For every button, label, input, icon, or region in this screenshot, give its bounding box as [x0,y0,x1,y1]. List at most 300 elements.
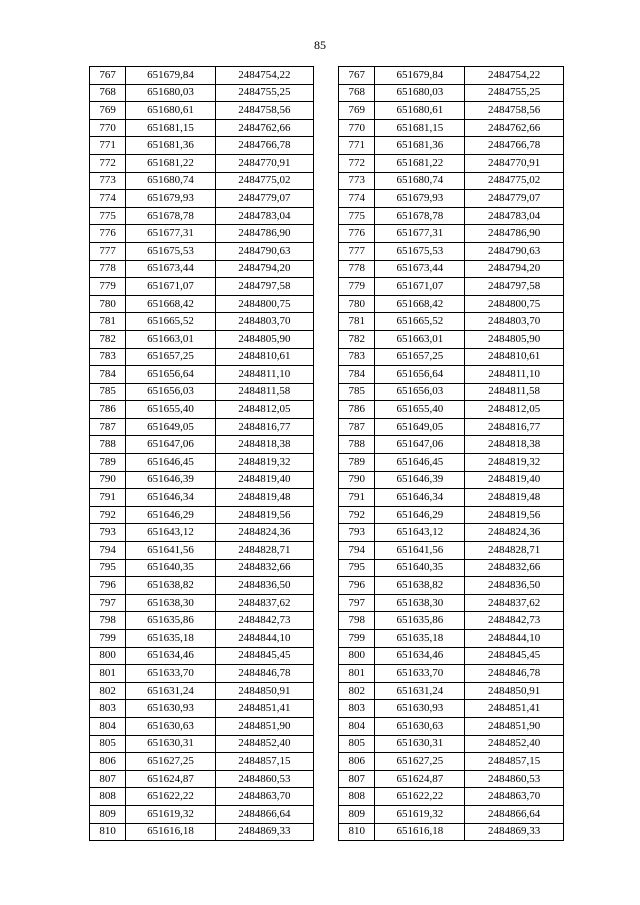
y-coordinate-cell: 2484844,10 [465,630,564,648]
x-coordinate-cell: 651671,07 [375,278,465,296]
y-coordinate-cell: 2484863,70 [465,788,564,806]
x-coordinate-cell: 651681,15 [126,119,215,137]
x-coordinate-cell: 651646,45 [375,454,465,472]
table-row [339,366,564,384]
y-coordinate-cell: 2484783,04 [465,207,564,225]
table-row [90,295,314,313]
point-number-cell: 792 [90,506,126,524]
y-coordinate-cell: 2484762,66 [215,119,313,137]
table-row [90,542,314,560]
x-coordinate-cell: 651665,52 [126,313,215,331]
x-coordinate-cell: 651638,30 [375,594,465,612]
y-coordinate-cell: 2484819,48 [215,489,313,507]
y-coordinate-cell: 2484842,73 [465,612,564,630]
y-coordinate-cell: 2484803,70 [465,313,564,331]
x-coordinate-cell: 651634,46 [126,647,215,665]
x-coordinate-cell: 651663,01 [375,330,465,348]
x-coordinate-cell: 651655,40 [126,401,215,419]
x-coordinate-cell: 651681,22 [375,154,465,172]
x-coordinate-cell: 651633,70 [375,665,465,683]
table-row [90,330,314,348]
table-row [339,190,564,208]
y-coordinate-cell: 2484850,91 [215,682,313,700]
y-coordinate-cell: 2484790,63 [215,242,313,260]
x-coordinate-cell: 651678,78 [375,207,465,225]
x-coordinate-cell: 651641,56 [375,542,465,560]
table-row [339,119,564,137]
table-row [90,119,314,137]
point-number-cell: 795 [90,559,126,577]
table-row [90,630,314,648]
x-coordinate-cell: 651630,63 [126,717,215,735]
y-coordinate-cell: 2484766,78 [215,137,313,155]
table-row [90,788,314,806]
y-coordinate-cell: 2484755,25 [215,84,313,102]
table-row [339,506,564,524]
x-coordinate-cell: 651675,53 [375,242,465,260]
y-coordinate-cell: 2484786,90 [215,225,313,243]
table-row [339,436,564,454]
table-row [90,805,314,823]
point-number-cell: 780 [339,295,375,313]
y-coordinate-cell: 2484836,50 [215,577,313,595]
x-coordinate-cell: 651668,42 [375,295,465,313]
y-coordinate-cell: 2484775,02 [215,172,313,190]
x-coordinate-cell: 651641,56 [126,542,215,560]
point-number-cell: 776 [339,225,375,243]
y-coordinate-cell: 2484818,38 [465,436,564,454]
table-row [90,225,314,243]
table-row [339,805,564,823]
y-coordinate-cell: 2484836,50 [465,577,564,595]
table-row [90,366,314,384]
table-row [339,700,564,718]
table-row [90,823,314,841]
x-coordinate-cell: 651643,12 [375,524,465,542]
point-number-cell: 789 [90,454,126,472]
table-row [90,401,314,419]
point-number-cell: 802 [90,682,126,700]
point-number-cell: 781 [90,313,126,331]
point-number-cell: 790 [339,471,375,489]
table-row [90,154,314,172]
table-row [339,753,564,771]
point-number-cell: 791 [339,489,375,507]
y-coordinate-cell: 2484758,56 [215,102,313,120]
point-number-cell: 774 [90,190,126,208]
point-number-cell: 796 [339,577,375,595]
y-coordinate-cell: 2484857,15 [465,753,564,771]
x-coordinate-cell: 651640,35 [375,559,465,577]
table-row [339,577,564,595]
y-coordinate-cell: 2484811,58 [465,383,564,401]
point-number-cell: 799 [339,630,375,648]
table-row [90,102,314,120]
y-coordinate-cell: 2484852,40 [465,735,564,753]
point-number-cell: 804 [90,717,126,735]
table-row [339,612,564,630]
x-coordinate-cell: 651668,42 [126,295,215,313]
y-coordinate-cell: 2484754,22 [215,67,313,85]
x-coordinate-cell: 651622,22 [126,788,215,806]
table-row [339,788,564,806]
point-number-cell: 810 [339,823,375,841]
y-coordinate-cell: 2484800,75 [465,295,564,313]
y-coordinate-cell: 2484851,41 [465,700,564,718]
table-row [90,454,314,472]
x-coordinate-cell: 651631,24 [126,682,215,700]
y-coordinate-cell: 2484866,64 [215,805,313,823]
y-coordinate-cell: 2484824,36 [215,524,313,542]
point-number-cell: 807 [339,770,375,788]
y-coordinate-cell: 2484812,05 [465,401,564,419]
y-coordinate-cell: 2484866,64 [465,805,564,823]
point-number-cell: 793 [90,524,126,542]
x-coordinate-cell: 651646,45 [126,454,215,472]
point-number-cell: 800 [339,647,375,665]
point-number-cell: 803 [90,700,126,718]
table-row [339,154,564,172]
point-number-cell: 769 [90,102,126,120]
point-number-cell: 800 [90,647,126,665]
y-coordinate-cell: 2484800,75 [215,295,313,313]
point-number-cell: 770 [339,119,375,137]
table-row [339,102,564,120]
y-coordinate-cell: 2484783,04 [215,207,313,225]
y-coordinate-cell: 2484863,70 [215,788,313,806]
x-coordinate-cell: 651640,35 [126,559,215,577]
point-number-cell: 805 [90,735,126,753]
y-coordinate-cell: 2484819,48 [465,489,564,507]
point-number-cell: 783 [339,348,375,366]
x-coordinate-cell: 651679,84 [375,67,465,85]
x-coordinate-cell: 651681,36 [375,137,465,155]
point-number-cell: 767 [90,67,126,85]
point-number-cell: 803 [339,700,375,718]
table-row [339,418,564,436]
y-coordinate-cell: 2484851,90 [215,717,313,735]
table-row [339,225,564,243]
page-number: 85 [314,38,326,52]
point-number-cell: 774 [339,190,375,208]
x-coordinate-cell: 651635,18 [375,630,465,648]
y-coordinate-cell: 2484811,58 [215,383,313,401]
x-coordinate-cell: 651646,39 [126,471,215,489]
point-number-cell: 771 [339,137,375,155]
x-coordinate-cell: 651680,03 [126,84,215,102]
table-row [90,682,314,700]
x-coordinate-cell: 651680,74 [126,172,215,190]
y-coordinate-cell: 2484832,66 [215,559,313,577]
table-row [339,330,564,348]
point-number-cell: 768 [90,84,126,102]
point-number-cell: 786 [90,401,126,419]
point-number-cell: 802 [339,682,375,700]
x-coordinate-cell: 651679,93 [126,190,215,208]
x-coordinate-cell: 651677,31 [126,225,215,243]
x-coordinate-cell: 651646,39 [375,471,465,489]
y-coordinate-cell: 2484770,91 [465,154,564,172]
point-number-cell: 808 [90,788,126,806]
y-coordinate-cell: 2484779,07 [215,190,313,208]
table-row [339,454,564,472]
point-number-cell: 772 [90,154,126,172]
x-coordinate-cell: 651634,46 [375,647,465,665]
table-row [339,630,564,648]
point-number-cell: 767 [339,67,375,85]
x-coordinate-cell: 651656,03 [126,383,215,401]
y-coordinate-cell: 2484845,45 [215,647,313,665]
table-row [90,506,314,524]
point-number-cell: 794 [90,542,126,560]
table-row [339,717,564,735]
point-number-cell: 806 [90,753,126,771]
point-number-cell: 797 [90,594,126,612]
table-row [339,278,564,296]
y-coordinate-cell: 2484845,45 [465,647,564,665]
x-coordinate-cell: 651638,82 [126,577,215,595]
table-row [90,700,314,718]
point-number-cell: 809 [339,805,375,823]
table-row [339,735,564,753]
coordinates-table-left [89,66,314,841]
y-coordinate-cell: 2484850,91 [465,682,564,700]
x-coordinate-cell: 651627,25 [375,753,465,771]
x-coordinate-cell: 651656,64 [375,366,465,384]
x-coordinate-cell: 651681,22 [126,154,215,172]
y-coordinate-cell: 2484846,78 [465,665,564,683]
x-coordinate-cell: 651635,86 [375,612,465,630]
table-row [339,401,564,419]
table-row [90,260,314,278]
y-coordinate-cell: 2484758,56 [465,102,564,120]
table-row [90,383,314,401]
x-coordinate-cell: 651638,82 [375,577,465,595]
coordinates-table-right [338,66,564,841]
point-number-cell: 770 [90,119,126,137]
point-number-cell: 807 [90,770,126,788]
y-coordinate-cell: 2484816,77 [215,418,313,436]
table-row [90,137,314,155]
table-row [90,207,314,225]
table-row [339,542,564,560]
x-coordinate-cell: 651633,70 [126,665,215,683]
y-coordinate-cell: 2484852,40 [215,735,313,753]
point-number-cell: 784 [90,366,126,384]
point-number-cell: 787 [339,418,375,436]
table-row [339,524,564,542]
x-coordinate-cell: 651657,25 [375,348,465,366]
x-coordinate-cell: 651635,86 [126,612,215,630]
y-coordinate-cell: 2484832,66 [465,559,564,577]
table-row [90,577,314,595]
table-row [339,647,564,665]
y-coordinate-cell: 2484811,10 [465,366,564,384]
point-number-cell: 801 [90,665,126,683]
y-coordinate-cell: 2484819,56 [215,506,313,524]
table-row [339,471,564,489]
point-number-cell: 786 [339,401,375,419]
table-row [90,67,314,85]
point-number-cell: 801 [339,665,375,683]
y-coordinate-cell: 2484819,56 [465,506,564,524]
table-row [90,278,314,296]
table-row [90,717,314,735]
x-coordinate-cell: 651656,64 [126,366,215,384]
table-row [339,559,564,577]
x-coordinate-cell: 651635,18 [126,630,215,648]
x-coordinate-cell: 651630,31 [126,735,215,753]
y-coordinate-cell: 2484811,10 [215,366,313,384]
point-number-cell: 773 [90,172,126,190]
y-coordinate-cell: 2484762,66 [465,119,564,137]
point-number-cell: 798 [90,612,126,630]
y-coordinate-cell: 2484837,62 [465,594,564,612]
point-number-cell: 798 [339,612,375,630]
point-number-cell: 771 [90,137,126,155]
table-row [339,594,564,612]
point-number-cell: 791 [90,489,126,507]
point-number-cell: 773 [339,172,375,190]
point-number-cell: 779 [90,278,126,296]
point-number-cell: 794 [339,542,375,560]
table-row [90,524,314,542]
y-coordinate-cell: 2484754,22 [465,67,564,85]
x-coordinate-cell: 651649,05 [375,418,465,436]
x-coordinate-cell: 651679,84 [126,67,215,85]
y-coordinate-cell: 2484770,91 [215,154,313,172]
x-coordinate-cell: 651665,52 [375,313,465,331]
point-number-cell: 804 [339,717,375,735]
y-coordinate-cell: 2484851,90 [465,717,564,735]
table-row [90,471,314,489]
y-coordinate-cell: 2484766,78 [465,137,564,155]
x-coordinate-cell: 651616,18 [375,823,465,841]
point-number-cell: 799 [90,630,126,648]
table-row [90,489,314,507]
x-coordinate-cell: 651631,24 [375,682,465,700]
x-coordinate-cell: 651681,15 [375,119,465,137]
point-number-cell: 809 [90,805,126,823]
y-coordinate-cell: 2484779,07 [465,190,564,208]
table-row [90,418,314,436]
x-coordinate-cell: 651680,61 [126,102,215,120]
y-coordinate-cell: 2484816,77 [465,418,564,436]
point-number-cell: 796 [90,577,126,595]
table-row [90,313,314,331]
x-coordinate-cell: 651647,06 [126,436,215,454]
y-coordinate-cell: 2484869,33 [465,823,564,841]
x-coordinate-cell: 651630,93 [375,700,465,718]
table-row [90,612,314,630]
y-coordinate-cell: 2484819,40 [215,471,313,489]
x-coordinate-cell: 651646,34 [126,489,215,507]
point-number-cell: 784 [339,366,375,384]
point-number-cell: 768 [339,84,375,102]
x-coordinate-cell: 651619,32 [375,805,465,823]
y-coordinate-cell: 2484810,61 [215,348,313,366]
table-row [339,348,564,366]
table-row [90,190,314,208]
y-coordinate-cell: 2484794,20 [465,260,564,278]
x-coordinate-cell: 651624,87 [375,770,465,788]
point-number-cell: 808 [339,788,375,806]
table-row [339,137,564,155]
point-number-cell: 777 [90,242,126,260]
x-coordinate-cell: 651671,07 [126,278,215,296]
x-coordinate-cell: 651630,63 [375,717,465,735]
x-coordinate-cell: 651624,87 [126,770,215,788]
table-row [90,647,314,665]
y-coordinate-cell: 2484810,61 [465,348,564,366]
y-coordinate-cell: 2484828,71 [215,542,313,560]
point-number-cell: 785 [90,383,126,401]
table-row [339,207,564,225]
y-coordinate-cell: 2484794,20 [215,260,313,278]
point-number-cell: 769 [339,102,375,120]
y-coordinate-cell: 2484797,58 [465,278,564,296]
table-row [339,682,564,700]
x-coordinate-cell: 651622,22 [375,788,465,806]
point-number-cell: 789 [339,454,375,472]
point-number-cell: 780 [90,295,126,313]
y-coordinate-cell: 2484797,58 [215,278,313,296]
x-coordinate-cell: 651627,25 [126,753,215,771]
y-coordinate-cell: 2484803,70 [215,313,313,331]
table-row [90,735,314,753]
y-coordinate-cell: 2484844,10 [215,630,313,648]
x-coordinate-cell: 651646,29 [126,506,215,524]
table-row [339,84,564,102]
table-row [90,665,314,683]
y-coordinate-cell: 2484828,71 [465,542,564,560]
x-coordinate-cell: 651647,06 [375,436,465,454]
x-coordinate-cell: 651656,03 [375,383,465,401]
x-coordinate-cell: 651680,03 [375,84,465,102]
table-row [90,172,314,190]
point-number-cell: 782 [339,330,375,348]
point-number-cell: 792 [339,506,375,524]
table-row [90,594,314,612]
y-coordinate-cell: 2484819,32 [215,454,313,472]
y-coordinate-cell: 2484837,62 [215,594,313,612]
point-number-cell: 797 [339,594,375,612]
x-coordinate-cell: 651657,25 [126,348,215,366]
y-coordinate-cell: 2484860,53 [215,770,313,788]
x-coordinate-cell: 651616,18 [126,823,215,841]
x-coordinate-cell: 651638,30 [126,594,215,612]
x-coordinate-cell: 651673,44 [375,260,465,278]
y-coordinate-cell: 2484819,32 [465,454,564,472]
point-number-cell: 787 [90,418,126,436]
y-coordinate-cell: 2484869,33 [215,823,313,841]
x-coordinate-cell: 651646,34 [375,489,465,507]
x-coordinate-cell: 651630,93 [126,700,215,718]
x-coordinate-cell: 651680,61 [375,102,465,120]
point-number-cell: 790 [90,471,126,489]
table-row [90,348,314,366]
y-coordinate-cell: 2484860,53 [465,770,564,788]
x-coordinate-cell: 651679,93 [375,190,465,208]
table-row [90,770,314,788]
point-number-cell: 772 [339,154,375,172]
point-number-cell: 779 [339,278,375,296]
y-coordinate-cell: 2484805,90 [215,330,313,348]
x-coordinate-cell: 651678,78 [126,207,215,225]
table-row [339,172,564,190]
x-coordinate-cell: 651681,36 [126,137,215,155]
y-coordinate-cell: 2484790,63 [465,242,564,260]
